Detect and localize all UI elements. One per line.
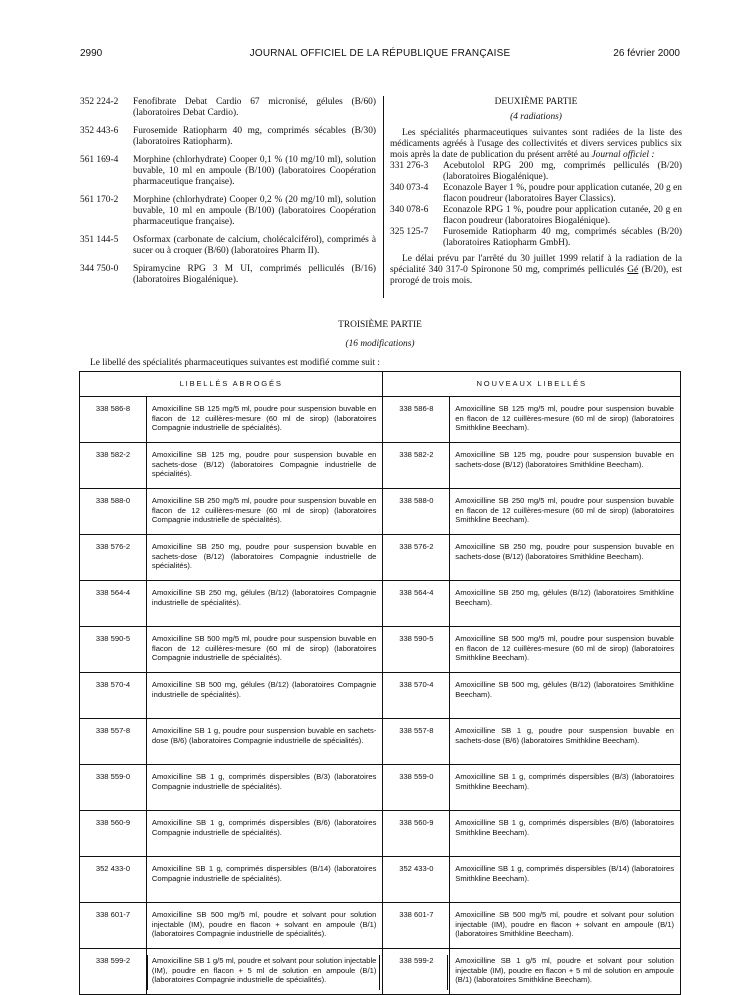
table-row <box>80 857 681 903</box>
entry-text: Morphine (chlorhydrate) Cooper 0,2 % (20 mg/10 ml), solution buvable, 10 ml en ampoule (B/100) (laboratoires Coopération pharmaceutique française). <box>133 195 376 227</box>
old-label-cell: Amoxicilline SB 125 mg, poudre pour suspension buvable en sachets-dose (B/12) (laboratoires Compagnie industrielle de spécialités). <box>146 443 382 489</box>
table-continuation <box>79 955 681 990</box>
new-code-cell: 338 564-4 <box>383 581 450 627</box>
entry-code: 352 224-2 <box>80 97 119 107</box>
old-code-cell: 338 559-0 <box>80 765 147 811</box>
part3-section <box>80 320 680 369</box>
entry-code: 340 078-6 <box>390 205 429 215</box>
entry-text: Osformax (carbonate de calcium, cholécalciférol), comprimés à sucer ou à croquer (B/60) (laboratoires Pharm II). <box>133 235 376 256</box>
table-row <box>80 765 681 811</box>
table-row <box>80 811 681 857</box>
entry-text: Spiramycine RPG 3 M UI, comprimés pelliculés (B/16) (laboratoires Biogalénique). <box>133 264 376 285</box>
old-code-cell: 338 570-4 <box>80 673 147 719</box>
new-label-cell: Amoxicilline SB 500 mg/5 ml, poudre et solvant pour solution injectable (IM), poudre en flacon + solvant en ampoule (B/1) (laboratoires Smithkline Beecham). <box>450 903 681 949</box>
new-label-cell: Amoxicilline SB 500 mg, gélules (B/12) (laboratoires Smithkline Beecham). <box>450 673 681 719</box>
part2-title: DEUXIÈME PARTIE <box>494 97 578 107</box>
modifications-table <box>79 371 681 995</box>
old-code-cell: 338 576-2 <box>80 535 147 581</box>
old-code-cell: 338 599-2 <box>80 949 147 995</box>
old-code-cell: 338 582-2 <box>80 443 147 489</box>
modifications-body <box>80 397 681 995</box>
new-label-cell: Amoxicilline SB 1 g/5 ml, poudre et solvant pour solution injectable (IM), poudre en flacon + 5 ml de solution en ampoule (B/1) (laboratoires Smithkline Beecham). <box>450 949 681 995</box>
new-code-cell: 338 570-4 <box>383 673 450 719</box>
list-item <box>390 205 682 227</box>
old-label-cell: Amoxicilline SB 125 mg/5 ml, poudre pour suspension buvable en flacon de 12 cuillères-mesure (60 ml de sirop) (laboratoires Compagnie industrielle de spécialités). <box>146 397 382 443</box>
list-item <box>390 227 682 249</box>
new-code-cell: 338 582-2 <box>383 443 450 489</box>
old-label-cell: Amoxicilline SB 1 g, comprimés dispersibles (B/3) (laboratoires Compagnie industrielle de spécialités). <box>146 765 382 811</box>
entry-code: 344 750-0 <box>80 264 119 274</box>
part2-intro-text: Les spécialités pharmaceutiques suivantes sont radiées de la liste des médicaments agréés à l'usage des collectivités et divers services publics six mois après la date de publication du présent arrêté au <box>390 128 682 160</box>
table-border <box>79 955 80 990</box>
table-border <box>379 955 380 990</box>
col-old-header: LIBELLÉS ABROGÉS <box>80 372 383 397</box>
old-code-cell: 352 433-0 <box>80 857 147 903</box>
old-code-cell: 338 564-4 <box>80 581 147 627</box>
table-border <box>447 955 448 990</box>
part2-intro <box>390 128 682 161</box>
table-row <box>80 397 681 443</box>
list-item <box>80 97 376 119</box>
table-row <box>80 719 681 765</box>
old-code-cell: 338 588-0 <box>80 489 147 535</box>
new-label-cell: Amoxicilline SB 1 g, poudre pour suspension buvable en sachets-dose (B/6) (laboratoires Smithkline Beecham). <box>450 719 681 765</box>
old-label-cell: Amoxicilline SB 500 mg, gélules (B/12) (laboratoires Compagnie industrielle de spécialités). <box>146 673 382 719</box>
entry-text: Econazole Bayer 1 %, poudre pour application cutanée, 20 g en flacon poudreur (laboratoires Bayer Classics). <box>443 183 682 204</box>
part3-subtitle: (16 modifications) <box>345 339 415 349</box>
old-code-cell: 338 560-9 <box>80 811 147 857</box>
list-item <box>390 183 682 205</box>
entry-text: Fenofibrate Debat Cardio 67 micronisé, gélules (B/60) (laboratoires Debat Cardio). <box>133 97 376 118</box>
entry-code: 340 073-4 <box>390 183 429 193</box>
table-row <box>80 627 681 673</box>
new-code-cell: 338 557-8 <box>383 719 450 765</box>
col-new-header: NOUVEAUX LIBELLÉS <box>383 372 681 397</box>
table-row <box>80 489 681 535</box>
page-header <box>80 48 680 64</box>
new-label-cell: Amoxicilline SB 1 g, comprimés dispersibles (B/14) (laboratoires Smithkline Beecham). <box>450 857 681 903</box>
entry-text: Acebutolol RPG 200 mg, comprimés pelliculés (B/20) (laboratoires Biogalénique). <box>443 161 682 182</box>
entry-code: 561 170-2 <box>80 195 119 205</box>
part2-closing <box>390 254 682 287</box>
new-code-cell: 338 559-0 <box>383 765 450 811</box>
entry-code: 351 144-5 <box>80 235 119 245</box>
entry-code: 325 125-7 <box>390 227 429 237</box>
old-label-cell: Amoxicilline SB 250 mg/5 ml, poudre pour suspension buvable en flacon de 12 cuillères-mesure (60 ml de sirop) (laboratoires Compagnie industrielle de spécialités). <box>146 489 382 535</box>
old-label-cell: Amoxicilline SB 500 mg/5 ml, poudre et solvant pour solution injectable (IM), poudre en flacon + solvant en ampoule (B/1) (laboratoires Compagnie industrielle de spécialités). <box>146 903 382 949</box>
closing-text-end: (B/20), est prorogé de trois mois. <box>390 265 682 286</box>
new-code-cell: 338 599-2 <box>383 949 450 995</box>
page-number: 2990 <box>80 48 103 59</box>
new-label-cell: Amoxicilline SB 250 mg, gélules (B/12) (laboratoires Smithkline Beecham). <box>450 581 681 627</box>
list-item <box>80 155 376 188</box>
issue-date: 26 février 2000 <box>613 48 680 59</box>
table-row <box>80 673 681 719</box>
new-label-cell: Amoxicilline SB 500 mg/5 ml, poudre pour suspension buvable en flacon de 12 cuillères-mesure (60 ml de sirop) (laboratoires Smithkline Beecham). <box>450 627 681 673</box>
new-code-cell: 338 590-5 <box>383 627 450 673</box>
new-label-cell: Amoxicilline SB 1 g, comprimés dispersibles (B/3) (laboratoires Smithkline Beecham). <box>450 765 681 811</box>
new-label-cell: Amoxicilline SB 250 mg/5 ml, poudre pour suspension buvable en flacon de 12 cuillères-mesure (60 ml de sirop) (laboratoires Smithkline Beecham). <box>450 489 681 535</box>
new-label-cell: Amoxicilline SB 1 g, comprimés dispersibles (B/6) (laboratoires Smithkline Beecham). <box>450 811 681 857</box>
entry-code: 352 443-6 <box>80 126 119 136</box>
entry-text: Furosemide Ratiopharm 40 mg, comprimés sécables (B/30) (laboratoires Ratiopharm). <box>133 126 376 147</box>
old-label-cell: Amoxicilline SB 250 mg, poudre pour suspension buvable en sachets-dose (B/12) (laboratoires Compagnie industrielle de spécialités). <box>146 535 382 581</box>
new-label-cell: Amoxicilline SB 125 mg/5 ml, poudre pour suspension buvable en flacon de 12 cuillères-mesure (60 ml de sirop) (laboratoires Smithkline Beecham). <box>450 397 681 443</box>
list-item <box>390 161 682 183</box>
old-label-cell: Amoxicilline SB 1 g, comprimés dispersibles (B/14) (laboratoires Compagnie industrielle de spécialités). <box>146 857 382 903</box>
table-row <box>80 443 681 489</box>
table-border <box>147 955 148 990</box>
old-label-cell: Amoxicilline SB 500 mg/5 ml, poudre pour suspension buvable en flacon de 12 cuillères-mesure (60 ml de sirop) (laboratoires Compagnie industrielle de spécialités). <box>146 627 382 673</box>
column-divider <box>383 96 384 298</box>
old-code-cell: 338 601-7 <box>80 903 147 949</box>
new-code-cell: 338 586-8 <box>383 397 450 443</box>
new-code-cell: 338 576-2 <box>383 535 450 581</box>
list-item <box>80 195 376 228</box>
table-row <box>80 581 681 627</box>
list-item <box>80 235 376 257</box>
closing-underlined: Gé <box>627 265 639 275</box>
entry-text: Morphine (chlorhydrate) Cooper 0,1 % (10 mg/10 ml), solution buvable, 10 ml en ampoule (B/100) (laboratoires Coopération pharmaceutique française). <box>133 155 376 187</box>
left-column-entries <box>80 97 376 293</box>
journal-officiel-ref: Journal officiel : <box>591 150 655 160</box>
part2-section <box>390 97 682 287</box>
old-code-cell: 338 557-8 <box>80 719 147 765</box>
old-label-cell: Amoxicilline SB 1 g, comprimés dispersibles (B/6) (laboratoires Compagnie industrielle de spécialités). <box>146 811 382 857</box>
new-code-cell: 338 601-7 <box>383 903 450 949</box>
old-code-cell: 338 590-5 <box>80 627 147 673</box>
entry-text: Econazole RPG 1 %, poudre pour application cutanée, 20 g en flacon poudreur (laboratoires Biogalénique). <box>443 205 682 226</box>
table-border <box>680 955 681 990</box>
part3-title: TROISIÈME PARTIE <box>338 320 422 330</box>
entry-text: Furosemide Ratiopharm 40 mg, comprimés sécables (B/20) (laboratoires Ratiopharm GmbH). <box>443 227 682 248</box>
part3-intro: Le libellé des spécialités pharmaceutiques suivantes est modifié comme suit : <box>90 358 381 368</box>
list-item <box>80 264 376 286</box>
closing-text: Le délai prévu par l'arrêté du 30 juillet 1999 relatif à la radiation de la spécialité 340 317-0 Spironone 50 mg, comprimés pelliculés <box>390 254 682 275</box>
old-label-cell: Amoxicilline SB 1 g/5 ml, poudre et solvant pour solution injectable (IM), poudre en flacon + 5 ml de solution en ampoule (B/1) (laboratoires Compagnie industrielle de spécialités). <box>146 949 382 995</box>
list-item <box>80 126 376 148</box>
old-label-cell: Amoxicilline SB 1 g, poudre pour suspension buvable en sachets-dose (B/6) (laboratoires Compagnie industrielle de spécialités). <box>146 719 382 765</box>
old-label-cell: Amoxicilline SB 250 mg, gélules (B/12) (laboratoires Compagnie industrielle de spécialités). <box>146 581 382 627</box>
journal-title: JOURNAL OFFICIEL DE LA RÉPUBLIQUE FRANÇAISE <box>249 48 511 59</box>
part2-subtitle: (4 radiations) <box>510 112 562 122</box>
table-row <box>80 903 681 949</box>
entry-code: 331 276-3 <box>390 161 429 171</box>
new-code-cell: 352 433-0 <box>383 857 450 903</box>
part2-entries <box>390 161 682 249</box>
old-code-cell: 338 586-8 <box>80 397 147 443</box>
new-code-cell: 338 560-9 <box>383 811 450 857</box>
new-label-cell: Amoxicilline SB 125 mg, poudre pour suspension buvable en sachets-dose (B/12) (laboratoires Smithkline Beecham). <box>450 443 681 489</box>
table-row <box>80 535 681 581</box>
entry-code: 561 169-4 <box>80 155 119 165</box>
new-label-cell: Amoxicilline SB 250 mg, poudre pour suspension buvable en sachets-dose (B/12) (laboratoires Smithkline Beecham). <box>450 535 681 581</box>
new-code-cell: 338 588-0 <box>383 489 450 535</box>
